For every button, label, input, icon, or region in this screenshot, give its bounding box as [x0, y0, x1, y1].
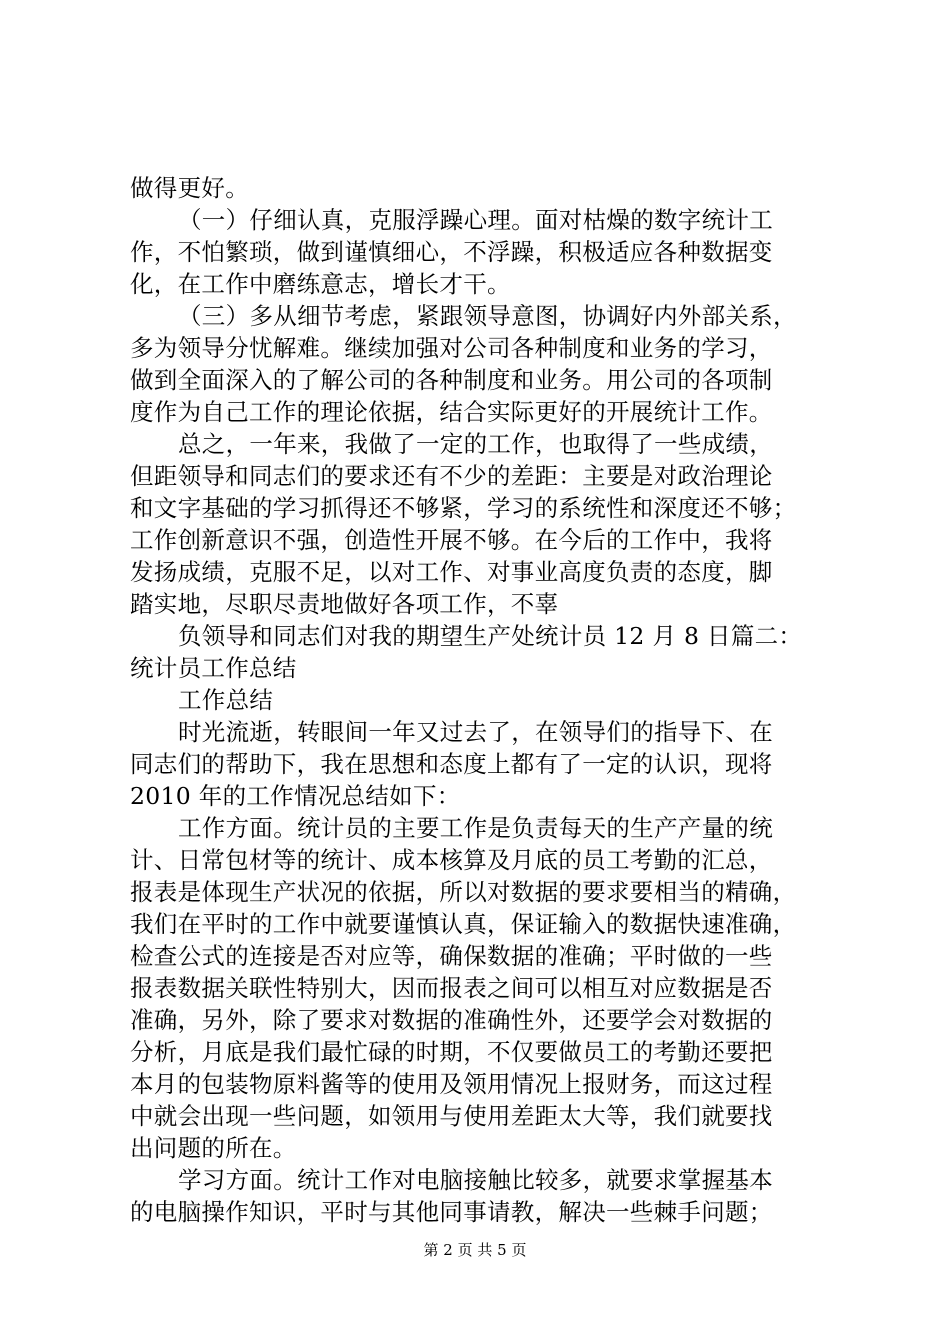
text-line: 检查公式的连接是否对应等，确保数据的准确；平时做的一些: [130, 942, 773, 970]
text-line: 出问题的所在。: [130, 1134, 297, 1162]
text-line: 的电脑操作知识，平时与其他同事请教，解决一些棘手问题；: [130, 1198, 773, 1226]
page-number-footer: 第 2 页 共 5 页: [423, 1241, 527, 1259]
text-line: 踏实地，尽职尽责地做好各项工作，不辜: [130, 590, 559, 618]
text-line: 负领导和同志们对我的期望生产处统计员 12 月 8 日篇二：: [178, 622, 803, 650]
text-line: 我们在平时的工作中就要谨慎认真，保证输入的数据快速准确，: [130, 910, 797, 938]
text-line: 工作总结: [178, 686, 274, 714]
text-line: 总之，一年来，我做了一定的工作，也取得了一些成绩，: [178, 430, 773, 458]
text-line: 时光流逝，转眼间一年又过去了，在领导们的指导下、在: [178, 718, 773, 746]
text-line: （一）仔细认真，克服浮躁心理。面对枯燥的数字统计工: [178, 206, 773, 234]
text-line: 准确，另外，除了要求对数据的准确性外，还要学会对数据的: [130, 1006, 773, 1034]
text-line: 计、日常包材等的统计、成本核算及月底的员工考勤的汇总，: [130, 846, 773, 874]
text-line: 报表是体现生产状况的依据，所以对数据的要求要相当的精确，: [130, 878, 797, 906]
text-line: 学习方面。统计工作对电脑接触比较多，就要求掌握基本: [178, 1166, 773, 1194]
text-line: 多为领导分忧解难。继续加强对公司各种制度和业务的学习，: [130, 334, 773, 362]
text-line: 发扬成绩，克服不足，以对工作、对事业高度负责的态度，脚: [130, 558, 773, 586]
text-line: 工作创新意识不强，创造性开展不够。在今后的工作中，我将: [130, 526, 773, 554]
text-line: （三）多从细节考虑，紧跟领导意图，协调好内外部关系，: [178, 302, 797, 330]
text-line: 统计员工作总结: [130, 654, 297, 682]
text-line: 报表数据关联性特别大，因而报表之间可以相互对应数据是否: [130, 974, 773, 1002]
text-line: 做到全面深入的了解公司的各种制度和业务。用公司的各项制: [130, 366, 773, 394]
text-line: 度作为自己工作的理论依据，结合实际更好的开展统计工作。: [130, 398, 773, 426]
text-line: 作，不怕繁琐，做到谨慎细心，不浮躁，积极适应各种数据变: [130, 238, 773, 266]
text-line: 但距领导和同志们的要求还有不少的差距：主要是对政治理论: [130, 462, 773, 490]
text-line: 做得更好。: [130, 174, 249, 202]
text-line: 本月的包装物原料酱等的使用及领用情况上报财务，而这过程: [130, 1070, 773, 1098]
text-line: 分析，月底是我们最忙碌的时期，不仅要做员工的考勤还要把: [130, 1038, 773, 1066]
text-line: 同志们的帮助下，我在思想和态度上都有了一定的认识，现将: [130, 750, 773, 778]
text-line: 和文字基础的学习抓得还不够紧，学习的系统性和深度还不够；: [130, 494, 797, 522]
text-line: 2010 年的工作情况总结如下：: [130, 782, 461, 810]
text-line: 化，在工作中磨练意志，增长才干。: [130, 270, 511, 298]
text-line: 工作方面。统计员的主要工作是负责每天的生产产量的统: [178, 814, 773, 842]
text-line: 中就会出现一些问题，如领用与使用差距太大等，我们就要找: [130, 1102, 773, 1130]
